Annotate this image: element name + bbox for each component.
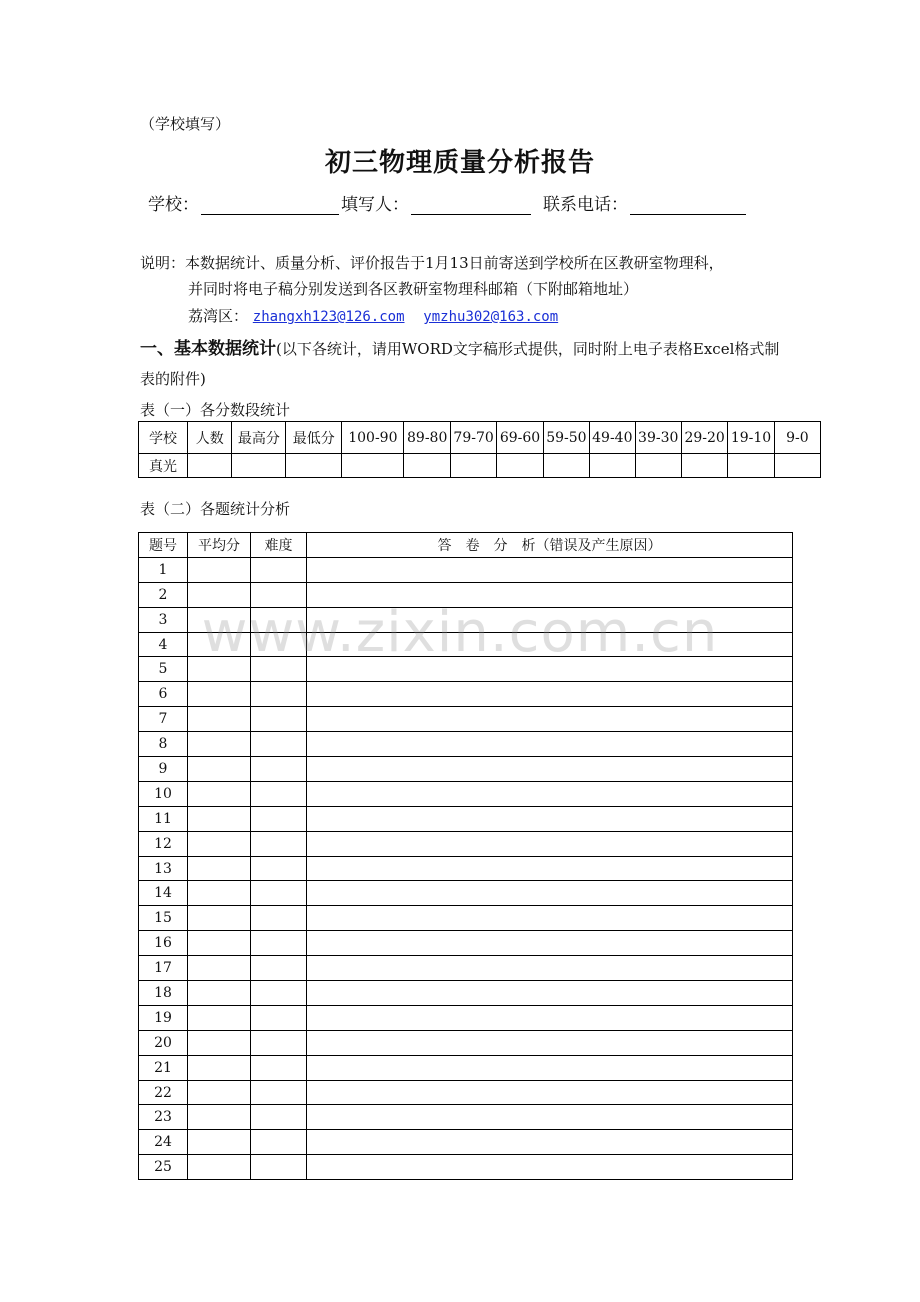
analysis-cell[interactable] bbox=[307, 707, 793, 732]
table2-row bbox=[139, 806, 793, 831]
difficulty-cell[interactable] bbox=[251, 707, 307, 732]
table1-input-cell[interactable] bbox=[590, 454, 635, 478]
table2-row bbox=[139, 1130, 793, 1155]
analysis-cell[interactable] bbox=[307, 931, 793, 956]
table1-header-cell: 100-90 bbox=[342, 422, 404, 454]
question-number-cell: 2 bbox=[139, 582, 188, 607]
table2-caption: 表（二）各题统计分析 bbox=[140, 500, 291, 518]
difficulty-cell[interactable] bbox=[251, 881, 307, 906]
table2-row bbox=[139, 607, 793, 632]
average-score-cell[interactable] bbox=[188, 757, 251, 782]
page-title: 初三物理质量分析报告 bbox=[324, 148, 595, 178]
average-score-cell[interactable] bbox=[188, 956, 251, 981]
table2-row bbox=[139, 557, 793, 582]
average-score-cell[interactable] bbox=[188, 607, 251, 632]
analysis-cell[interactable] bbox=[307, 1005, 793, 1030]
table1-header-cell: 29-20 bbox=[681, 422, 727, 454]
average-score-cell[interactable] bbox=[188, 831, 251, 856]
question-number-cell: 1 bbox=[139, 557, 188, 582]
filler-label: 填写人： bbox=[341, 195, 409, 215]
table1-input-cell[interactable] bbox=[342, 454, 404, 478]
table1-header-cell: 最低分 bbox=[286, 422, 342, 454]
table1-input-cell[interactable] bbox=[232, 454, 286, 478]
question-number-cell: 10 bbox=[139, 781, 188, 806]
description-line-1: 说明：本数据统计、质量分析、评价报告于1月13日前寄送到学校所在区教研室物理科， bbox=[140, 254, 724, 272]
analysis-cell[interactable] bbox=[307, 806, 793, 831]
question-number-cell: 9 bbox=[139, 757, 188, 782]
average-score-cell[interactable] bbox=[188, 1155, 251, 1180]
table2-row bbox=[139, 906, 793, 931]
analysis-cell[interactable] bbox=[307, 1030, 793, 1055]
question-number-cell: 18 bbox=[139, 981, 188, 1006]
section-note: (以下各统计，请用WORD文字稿形式提供，同时附上电子表格Excel格式制表的附件) bbox=[140, 340, 780, 388]
question-number-cell: 23 bbox=[139, 1105, 188, 1130]
average-score-cell[interactable] bbox=[188, 806, 251, 831]
table2-row bbox=[139, 1155, 793, 1180]
difficulty-cell[interactable] bbox=[251, 856, 307, 881]
table2-row bbox=[139, 707, 793, 732]
analysis-cell[interactable] bbox=[307, 956, 793, 981]
average-score-cell[interactable] bbox=[188, 906, 251, 931]
table2-header-cell: 题号 bbox=[139, 533, 188, 558]
question-number-cell: 17 bbox=[139, 956, 188, 981]
difficulty-cell[interactable] bbox=[251, 582, 307, 607]
question-number-cell: 25 bbox=[139, 1155, 188, 1180]
phone-blank[interactable] bbox=[630, 194, 746, 215]
header-note: （学校填写） bbox=[140, 115, 231, 133]
average-score-cell[interactable] bbox=[188, 582, 251, 607]
table1-input-cell[interactable] bbox=[286, 454, 342, 478]
table2-row bbox=[139, 732, 793, 757]
table2-row bbox=[139, 1080, 793, 1105]
question-number-cell: 16 bbox=[139, 931, 188, 956]
table2-row bbox=[139, 632, 793, 657]
table2-header-cell: 难度 bbox=[251, 533, 307, 558]
analysis-cell[interactable] bbox=[307, 831, 793, 856]
table2-row bbox=[139, 856, 793, 881]
average-score-cell[interactable] bbox=[188, 1030, 251, 1055]
email-line bbox=[188, 305, 572, 326]
difficulty-cell[interactable] bbox=[251, 931, 307, 956]
table2-row bbox=[139, 657, 793, 682]
table2-header-cell: 答 卷 分 析（错误及产生原因） bbox=[307, 533, 793, 558]
table2-row bbox=[139, 981, 793, 1006]
filler-blank[interactable] bbox=[411, 194, 531, 215]
difficulty-cell[interactable] bbox=[251, 1055, 307, 1080]
section-heading: 一、基本数据统计 bbox=[140, 339, 276, 359]
average-score-cell[interactable] bbox=[188, 557, 251, 582]
question-number-cell: 12 bbox=[139, 831, 188, 856]
analysis-cell[interactable] bbox=[307, 906, 793, 931]
table1-header-cell: 59-50 bbox=[543, 422, 589, 454]
analysis-cell[interactable] bbox=[307, 1105, 793, 1130]
table1-header-cell: 人数 bbox=[188, 422, 232, 454]
description bbox=[140, 250, 724, 302]
average-score-cell[interactable] bbox=[188, 881, 251, 906]
analysis-cell[interactable] bbox=[307, 981, 793, 1006]
info-fields bbox=[148, 190, 748, 215]
table1-input-cell[interactable] bbox=[497, 454, 543, 478]
analysis-cell[interactable] bbox=[307, 657, 793, 682]
analysis-cell[interactable] bbox=[307, 1155, 793, 1180]
table2-row bbox=[139, 831, 793, 856]
average-score-cell[interactable] bbox=[188, 856, 251, 881]
question-analysis-table bbox=[138, 532, 793, 1180]
email-link-1[interactable]: zhangxh123@126.com bbox=[252, 309, 405, 325]
difficulty-cell[interactable] bbox=[251, 682, 307, 707]
description-line-2: 并同时将电子稿分别发送到各区教研室物理科邮箱（下附邮箱地址） bbox=[188, 280, 639, 298]
difficulty-cell[interactable] bbox=[251, 632, 307, 657]
difficulty-cell[interactable] bbox=[251, 906, 307, 931]
analysis-cell[interactable] bbox=[307, 881, 793, 906]
difficulty-cell[interactable] bbox=[251, 657, 307, 682]
question-number-cell: 11 bbox=[139, 806, 188, 831]
average-score-cell[interactable] bbox=[188, 1105, 251, 1130]
analysis-cell[interactable] bbox=[307, 1130, 793, 1155]
table1-header-cell: 39-30 bbox=[635, 422, 681, 454]
table1-header-cell: 最高分 bbox=[232, 422, 286, 454]
table1-header-cell: 69-60 bbox=[497, 422, 543, 454]
question-number-cell: 3 bbox=[139, 607, 188, 632]
table1-input-cell[interactable] bbox=[681, 454, 727, 478]
table1-header-cell: 89-80 bbox=[404, 422, 450, 454]
analysis-cell[interactable] bbox=[307, 1080, 793, 1105]
difficulty-cell[interactable] bbox=[251, 1155, 307, 1180]
table2-header-cell: 平均分 bbox=[188, 533, 251, 558]
table1-header-cell: 49-40 bbox=[590, 422, 635, 454]
difficulty-cell[interactable] bbox=[251, 806, 307, 831]
average-score-cell[interactable] bbox=[188, 1080, 251, 1105]
average-score-cell[interactable] bbox=[188, 1055, 251, 1080]
question-number-cell: 5 bbox=[139, 657, 188, 682]
table1-input-cell[interactable] bbox=[728, 454, 774, 478]
difficulty-cell[interactable] bbox=[251, 981, 307, 1006]
question-number-cell: 19 bbox=[139, 1005, 188, 1030]
question-number-cell: 13 bbox=[139, 856, 188, 881]
table2-row bbox=[139, 931, 793, 956]
average-score-cell[interactable] bbox=[188, 732, 251, 757]
average-score-cell[interactable] bbox=[188, 1130, 251, 1155]
table1-input-cell[interactable] bbox=[774, 454, 820, 478]
table2-row bbox=[139, 682, 793, 707]
question-number-cell: 21 bbox=[139, 1055, 188, 1080]
table2-row bbox=[139, 1105, 793, 1130]
question-number-cell: 4 bbox=[139, 632, 188, 657]
table1-input-cell[interactable] bbox=[404, 454, 450, 478]
difficulty-cell[interactable] bbox=[251, 831, 307, 856]
school-blank[interactable] bbox=[201, 194, 339, 215]
table1-input-cell[interactable] bbox=[188, 454, 232, 478]
table2-row bbox=[139, 1030, 793, 1055]
analysis-cell[interactable] bbox=[307, 781, 793, 806]
difficulty-cell[interactable] bbox=[251, 757, 307, 782]
difficulty-cell[interactable] bbox=[251, 781, 307, 806]
difficulty-cell[interactable] bbox=[251, 1005, 307, 1030]
question-number-cell: 8 bbox=[139, 732, 188, 757]
question-number-cell: 22 bbox=[139, 1080, 188, 1105]
table1-header-cell: 学校 bbox=[139, 422, 188, 454]
district-label: 荔湾区： bbox=[188, 307, 249, 325]
table1-header-cell: 19-10 bbox=[728, 422, 774, 454]
difficulty-cell[interactable] bbox=[251, 956, 307, 981]
average-score-cell[interactable] bbox=[188, 632, 251, 657]
question-number-cell: 20 bbox=[139, 1030, 188, 1055]
table1-school-cell: 真光 bbox=[139, 454, 188, 478]
analysis-cell[interactable] bbox=[307, 1055, 793, 1080]
analysis-cell[interactable] bbox=[307, 632, 793, 657]
table2-row bbox=[139, 582, 793, 607]
analysis-cell[interactable] bbox=[307, 607, 793, 632]
analysis-cell[interactable] bbox=[307, 856, 793, 881]
difficulty-cell[interactable] bbox=[251, 1080, 307, 1105]
difficulty-cell[interactable] bbox=[251, 557, 307, 582]
score-range-table bbox=[138, 421, 821, 478]
average-score-cell[interactable] bbox=[188, 981, 251, 1006]
analysis-cell[interactable] bbox=[307, 732, 793, 757]
section-basic-stats bbox=[140, 334, 790, 394]
difficulty-cell[interactable] bbox=[251, 1030, 307, 1055]
table1-header-cell: 79-70 bbox=[450, 422, 496, 454]
difficulty-cell[interactable] bbox=[251, 607, 307, 632]
analysis-cell[interactable] bbox=[307, 557, 793, 582]
question-number-cell: 7 bbox=[139, 707, 188, 732]
average-score-cell[interactable] bbox=[188, 707, 251, 732]
phone-label: 联系电话： bbox=[543, 195, 628, 215]
table1-input-cell[interactable] bbox=[543, 454, 589, 478]
table1-input-cell[interactable] bbox=[635, 454, 681, 478]
table2-row bbox=[139, 881, 793, 906]
table2-row bbox=[139, 956, 793, 981]
school-label: 学校： bbox=[148, 195, 199, 215]
question-number-cell: 6 bbox=[139, 682, 188, 707]
average-score-cell[interactable] bbox=[188, 657, 251, 682]
average-score-cell[interactable] bbox=[188, 931, 251, 956]
analysis-cell[interactable] bbox=[307, 757, 793, 782]
table1-header-cell: 9-0 bbox=[774, 422, 820, 454]
table1-caption: 表（一）各分数段统计 bbox=[140, 401, 291, 419]
watermark: www.zixin.com.cn bbox=[201, 600, 719, 665]
average-score-cell[interactable] bbox=[188, 682, 251, 707]
average-score-cell[interactable] bbox=[188, 1005, 251, 1030]
table1-row bbox=[139, 454, 821, 478]
difficulty-cell[interactable] bbox=[251, 732, 307, 757]
email-link-2[interactable]: ymzhu302@163.com bbox=[423, 309, 559, 325]
difficulty-cell[interactable] bbox=[251, 1130, 307, 1155]
table2-row bbox=[139, 781, 793, 806]
table2-row bbox=[139, 1055, 793, 1080]
difficulty-cell[interactable] bbox=[251, 1105, 307, 1130]
table1-input-cell[interactable] bbox=[450, 454, 496, 478]
question-number-cell: 15 bbox=[139, 906, 188, 931]
table2-row bbox=[139, 757, 793, 782]
analysis-cell[interactable] bbox=[307, 682, 793, 707]
question-number-cell: 24 bbox=[139, 1130, 188, 1155]
analysis-cell[interactable] bbox=[307, 582, 793, 607]
question-number-cell: 14 bbox=[139, 881, 188, 906]
average-score-cell[interactable] bbox=[188, 781, 251, 806]
table2-row bbox=[139, 1005, 793, 1030]
